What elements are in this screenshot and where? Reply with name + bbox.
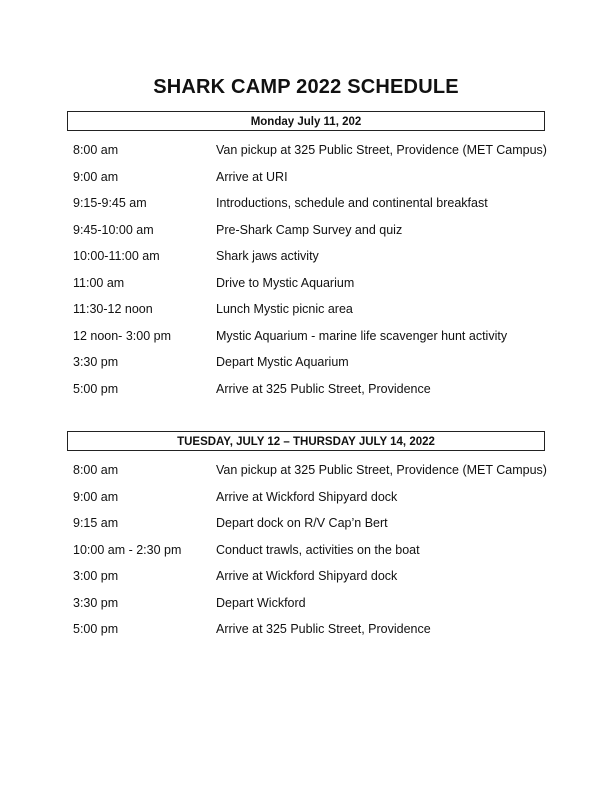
row-activity: Van pickup at 325 Public Street, Providence (MET Campus) xyxy=(216,463,547,477)
row-time: 9:15-9:45 am xyxy=(73,196,147,210)
row-time: 9:45-10:00 am xyxy=(73,222,154,237)
section-header: TUESDAY, JULY 12 – THURSDAY JULY 14, 2022 xyxy=(67,431,545,451)
row-time: 3:30 pm xyxy=(73,595,119,610)
row-activity: Depart Mystic Aquarium xyxy=(216,355,349,369)
page-title: SHARK CAMP 2022 SCHEDULE xyxy=(153,76,459,98)
row-activity: Shark jaws activity xyxy=(216,249,319,263)
schedule-row xyxy=(67,164,545,191)
row-time: 8:00 am xyxy=(73,463,119,477)
row-time: 3:30 pm xyxy=(73,355,119,369)
schedule-row xyxy=(67,616,545,643)
row-time: 10:00 am - 2:30 pm xyxy=(73,542,182,557)
row-activity: Arrive at 325 Public Street, Providence xyxy=(216,381,431,396)
section-header: Monday July 11, 202 xyxy=(67,111,545,131)
row-time: 3:00 pm xyxy=(73,569,119,583)
row-activity: Drive to Mystic Aquarium xyxy=(216,275,355,290)
schedule-section-tuesday-thursday xyxy=(67,431,545,643)
schedule-section-monday xyxy=(67,111,545,402)
schedule-list xyxy=(67,457,545,643)
row-time: 11:00 am xyxy=(73,275,125,290)
schedule-row xyxy=(67,537,545,564)
row-activity: Arrive at Wickford Shipyard dock xyxy=(216,569,398,583)
row-activity: Pre-Shark Camp Survey and quiz xyxy=(216,222,403,237)
row-activity: Van pickup at 325 Public Street, Providence (MET Campus) xyxy=(216,143,547,157)
schedule-row xyxy=(67,510,545,537)
schedule-list xyxy=(67,137,545,402)
schedule-row xyxy=(67,349,545,376)
schedule-row xyxy=(67,563,545,590)
row-time: 9:00 am xyxy=(73,169,119,184)
schedule-row xyxy=(67,457,545,484)
row-activity: Depart dock on R/V Cap’n Bert xyxy=(216,516,388,530)
schedule-row xyxy=(67,376,545,403)
schedule-row xyxy=(67,270,545,297)
row-time: 8:00 am xyxy=(73,143,119,157)
row-time: 12 noon- 3:00 pm xyxy=(73,328,171,343)
schedule-row xyxy=(67,323,545,350)
row-activity: Conduct trawls, activities on the boat xyxy=(216,542,420,557)
row-activity: Arrive at Wickford Shipyard dock xyxy=(216,489,398,504)
row-time: 10:00-11:00 am xyxy=(73,249,160,263)
row-time: 5:00 pm xyxy=(73,381,119,396)
row-time: 11:30-12 noon xyxy=(73,302,153,316)
row-activity: Introductions, schedule and continental breakfast xyxy=(216,196,488,210)
schedule-row xyxy=(67,296,545,323)
schedule-row xyxy=(67,217,545,244)
row-activity: Arrive at 325 Public Street, Providence xyxy=(216,622,431,636)
row-time: 9:00 am xyxy=(73,489,119,504)
row-activity: Depart Wickford xyxy=(216,595,306,610)
schedule-row xyxy=(67,137,545,164)
row-activity: Lunch Mystic picnic area xyxy=(216,302,353,316)
row-activity: Mystic Aquarium - marine life scavenger hunt activity xyxy=(216,328,508,343)
schedule-row xyxy=(67,190,545,217)
schedule-row xyxy=(67,243,545,270)
row-activity: Arrive at URI xyxy=(216,169,288,184)
schedule-row xyxy=(67,590,545,617)
row-time: 5:00 pm xyxy=(73,622,119,636)
row-time: 9:15 am xyxy=(73,516,119,530)
schedule-row xyxy=(67,484,545,511)
